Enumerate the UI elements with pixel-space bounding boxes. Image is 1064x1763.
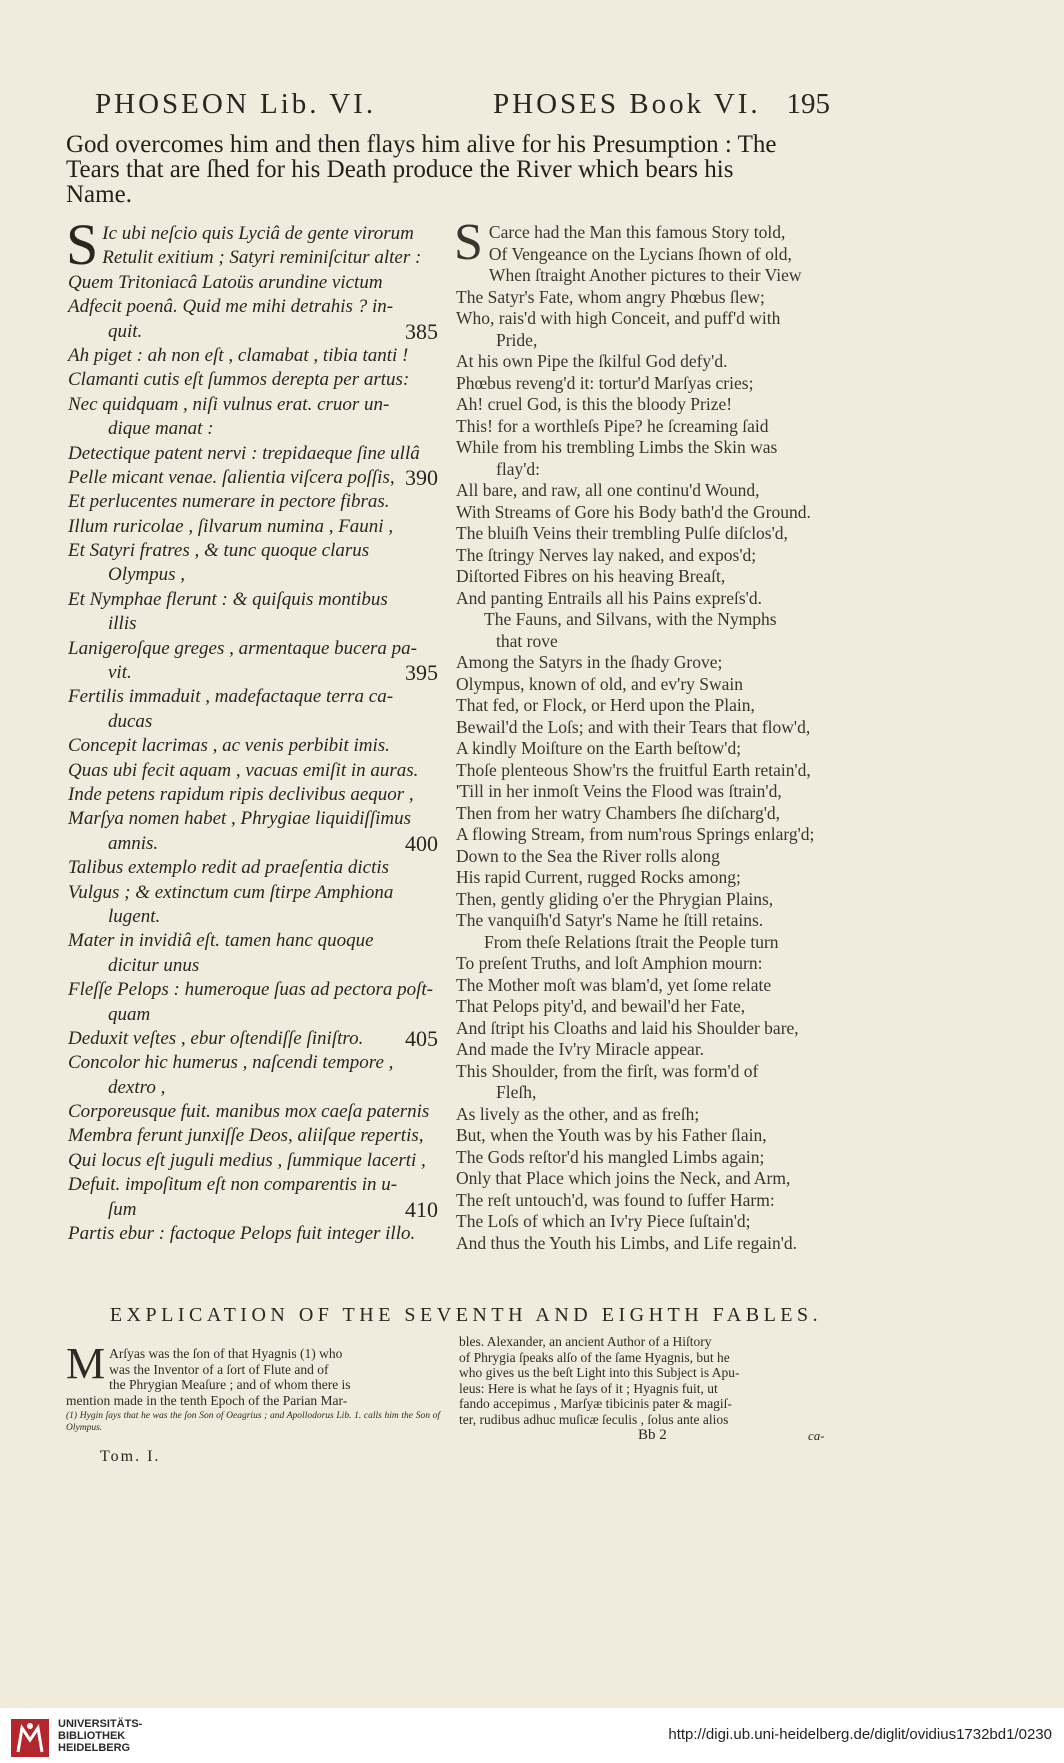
- verse-text: A flowing Stream, from num'rous Springs enlarg'd;: [456, 824, 815, 844]
- line-number: 395: [405, 660, 438, 686]
- verse-text: Then, gently gliding o'er the Phrygian Plains,: [456, 888, 774, 909]
- fable-argument: [66, 132, 828, 207]
- verse-text: Bewail'd the Loſs; and with their Tears that flow'd,: [456, 716, 811, 737]
- verse-line: [456, 803, 831, 825]
- verse-line: [456, 459, 831, 481]
- signature-mark: Bb 2: [638, 1427, 667, 1443]
- verse-line: [456, 695, 831, 717]
- verse-text: Detectique patent nervi : trepidaeque ſine ullâ: [68, 442, 420, 464]
- argument-line: God overcomes him and then flays him alive for his Presumption : The: [66, 131, 777, 158]
- verse-line: [456, 609, 831, 631]
- verse-line: [456, 416, 831, 438]
- verse-line: [456, 523, 831, 545]
- line-number: 405: [405, 1025, 438, 1051]
- verse-line: [68, 612, 440, 636]
- verse-text: The vanquiſh'd Satyr's Name he ſtill retains.: [456, 910, 764, 930]
- verse-line: [456, 996, 831, 1018]
- verse-text: And panting Entrails all his Pains expreſs'd.: [456, 587, 762, 608]
- verse-text: Ah! cruel God, is this the bloody Prize!: [456, 394, 733, 414]
- verse-line: [456, 738, 831, 760]
- verse-line: [68, 881, 440, 905]
- verse-text: Corporeusque fuit. manibus mox caeſa paternis: [68, 1101, 430, 1123]
- verse-line: [68, 515, 440, 539]
- verse-line: [456, 910, 831, 932]
- explication-text: the Phrygian Meaſure ; and of whom there is: [109, 1377, 351, 1392]
- verse-line: [68, 1198, 440, 1222]
- verse-text: Among the Satyrs in the ſhady Grove;: [456, 652, 723, 672]
- verse-text: Diſtorted Fibres on his heaving Breaſt,: [456, 566, 726, 586]
- digitization-footer: [0, 1708, 1064, 1763]
- drop-cap: S: [66, 212, 99, 277]
- verse-text: Fertilis immaduit , madefactaque terra ca-: [68, 686, 394, 708]
- verse-line: [456, 781, 831, 803]
- verse-text: The Fauns, and Silvans, with the Nymphs: [484, 609, 777, 629]
- verse-line: [68, 1173, 440, 1197]
- verse-line: [456, 351, 831, 373]
- verse-text: dique manat :: [108, 418, 214, 440]
- verse-line: [68, 710, 440, 734]
- verse-text: And ſtript his Cloaths and laid his Shoulder bare,: [456, 1017, 799, 1038]
- explication-line: [66, 1362, 440, 1378]
- verse-line: [68, 954, 440, 978]
- verse-line: [456, 975, 831, 997]
- line-number: 390: [405, 464, 438, 490]
- verse-text: Et Satyri fratres , & tunc quoque clarus: [68, 540, 370, 562]
- verse-text: The Satyr's Fate, whom angry Phœbus ſlew;: [456, 286, 765, 307]
- line-number: 385: [405, 318, 438, 344]
- verse-text: The Mother moſt was blam'd, yet ſome relate: [456, 974, 772, 995]
- explication-line: ter, rudibus adhuc muſicæ ſeculis , ſolus ante alios: [459, 1411, 729, 1427]
- explication-line: who gives us the beſt Light into this Subject is Apu-: [459, 1365, 740, 1380]
- verse-text: Concepit lacrimas , ac venis perbibit imis.: [68, 735, 390, 757]
- university-seal-icon: [10, 1718, 50, 1758]
- verse-line: [456, 373, 831, 395]
- verse-text: Only that Place which joins the Neck, and Arm,: [456, 1168, 791, 1188]
- verse-line: [456, 545, 831, 567]
- verse-line: [68, 832, 440, 856]
- institution-name: UNIVERSITÄTS- BIBLIOTHEK HEIDELBERG: [58, 1718, 143, 1754]
- verse-line: [456, 330, 831, 352]
- verse-text: Deduxit veſtes , ebur oſtendiſſe ſiniſtro.: [68, 1027, 364, 1049]
- verse-line: [456, 1190, 831, 1212]
- verse-line: [68, 1051, 440, 1075]
- verse-line: [68, 637, 440, 661]
- verse-line: [68, 1149, 440, 1173]
- verse-line: [68, 393, 440, 417]
- verse-line: [456, 717, 831, 739]
- verse-line: [68, 271, 440, 295]
- verse-text: A kindly Moiſture on the Earth beſtow'd;: [456, 738, 742, 758]
- drop-cap: S: [454, 214, 483, 271]
- verse-line: [456, 1104, 831, 1126]
- verse-text: Illum ruricolae , ſilvarum numina , Fauni ,: [68, 515, 394, 537]
- verse-line: [456, 674, 831, 696]
- verse-line: [456, 652, 831, 674]
- verse-line: [456, 760, 831, 782]
- verse-text: Partis ebur : factoque Pelops fuit integer illo.: [68, 1223, 416, 1245]
- verse-line: [68, 466, 440, 490]
- verse-text: The Loſs of which an Iv'ry Piece ſuſtain'd;: [456, 1211, 751, 1231]
- verse-line: [456, 308, 831, 330]
- verse-line: [456, 1125, 831, 1147]
- verse-text: From theſe Relations ſtrait the People turn: [484, 931, 779, 952]
- verse-line: [456, 265, 831, 287]
- explication-line: bles. Alexander, an ancient Author of a Hiſtory: [459, 1334, 712, 1349]
- verse-text: His rapid Current, rugged Rocks among;: [456, 867, 741, 887]
- verse-text: quam: [108, 1003, 151, 1025]
- argument-line: Name.: [66, 181, 132, 208]
- verse-text: Lanigeroſque greges , armentaque bucera pa-: [68, 637, 417, 659]
- verse-line: [456, 824, 831, 846]
- english-running-title: PHOSES Book VI.: [493, 88, 761, 120]
- verse-line: [68, 344, 440, 368]
- verse-text: Defuit. impoſitum eſt non comparentis in u-: [68, 1174, 398, 1196]
- verse-line: [456, 480, 831, 502]
- verse-text: Clamanti cutis eſt ſummos derepta per artus:: [68, 369, 410, 391]
- verse-text: The ſtringy Nerves lay naked, and expos'd;: [456, 544, 757, 565]
- verse-line: [68, 295, 440, 319]
- verse-text: Membra ferunt junxiſſe Deos, aliiſque repertis,: [68, 1125, 424, 1147]
- verse-line: [68, 368, 440, 392]
- verse-text: Ah piget : ah non eſt , clamabat , tibia tanti !: [68, 344, 409, 366]
- verse-line: [68, 759, 440, 783]
- verse-text: Et perlucentes numerare in pectore fibras.: [68, 491, 390, 513]
- verse-text: Quem Tritoniacâ Latoüs arundine victum: [68, 271, 383, 293]
- verse-line: [68, 856, 440, 880]
- verse-text: Olympus, known of old, and ev'ry Swain: [456, 673, 744, 694]
- verse-line: [456, 244, 831, 266]
- verse-line: [68, 929, 440, 953]
- verse-line: [456, 1039, 831, 1061]
- argument-line: Tears that are ſhed for his Death produce the River which bears his: [66, 156, 734, 183]
- verse-text: Phœbus reveng'd it: tortur'd Marſyas cries;: [456, 372, 754, 393]
- verse-text: While from his trembling Limbs the Skin was: [456, 437, 778, 457]
- footnote: (1) Hygin ſays that he was the ſon Son of Oeagrius ; and Apollodorus Lib. 1. calls him the Son of Olympus.: [66, 1411, 440, 1433]
- verse-text: Quas ubi fecit aquam , vacuas emiſit in auras.: [68, 759, 419, 781]
- verse-text: vit.: [108, 662, 132, 684]
- line-number: 400: [405, 830, 438, 856]
- explication-line: leus: Here is what he ſays of it ; Hyagnis fuit, ut: [459, 1380, 718, 1396]
- verse-text: With Streams of Gore his Body bath'd the Ground.: [456, 501, 811, 522]
- verse-text: As lively as the other, and as freſh;: [456, 1103, 700, 1124]
- explication-line: fando accepimus , Marſyæ tibicinis pater & magiſ-: [459, 1396, 732, 1411]
- line-number: 410: [405, 1196, 438, 1222]
- verse-line: [68, 442, 440, 466]
- verse-line: [456, 287, 831, 309]
- verse-text: That Pelops pity'd, and bewail'd her Fate,: [456, 996, 746, 1016]
- verse-text: Pride,: [496, 329, 538, 350]
- page-number: 195: [786, 88, 830, 120]
- verse-text: Et Nymphae flerunt : & quiſquis montibus: [68, 588, 388, 610]
- latin-running-title: PHOSEON Lib. VI.: [95, 88, 377, 120]
- verse-text: And thus the Youth his Limbs, and Life regain'd.: [456, 1232, 797, 1253]
- verse-text: Pelle micant venae. ſalientia viſcera poſſis,: [68, 466, 395, 488]
- verse-text: This Shoulder, from the firſt, was form'd of: [456, 1060, 759, 1081]
- verse-text: The reſt untouch'd, was found to ſuffer Harm:: [456, 1189, 775, 1210]
- verse-text: Who, rais'd with high Conceit, and puff'd with: [456, 308, 781, 328]
- explication-text: mention made in the tenth Epoch of the Parian Mar-: [66, 1392, 348, 1408]
- verse-line: [68, 246, 440, 270]
- verse-line: [68, 734, 440, 758]
- verse-text: That fed, or Flock, or Herd upon the Plain,: [456, 695, 755, 715]
- verse-text: dicitur unus: [108, 954, 200, 976]
- verse-line: [456, 1061, 831, 1083]
- latin-verse-column: [66, 212, 440, 1246]
- verse-text: flay'd:: [496, 458, 540, 479]
- verse-text: Vulgus ; & extinctum cum ſtirpe Amphiona: [68, 881, 394, 903]
- verse-line: [68, 320, 440, 344]
- verse-line: [456, 932, 831, 954]
- verse-line: [68, 417, 440, 441]
- verse-line: [68, 1124, 440, 1148]
- explication-text: Arſyas was the ſon of that Hyagnis (1) who: [109, 1346, 343, 1361]
- verse-text: Mater in invidiâ eſt. tamen hanc quoque: [68, 930, 374, 952]
- verse-text: Marſya nomen habet , Phrygiae liquidiſſimus: [68, 808, 412, 830]
- verse-line: [68, 1222, 440, 1246]
- verse-text: But, when the Youth was by his Father ſlain,: [456, 1125, 767, 1145]
- verse-text: This! for a worthleſs Pipe? he ſcreaming ſaid: [456, 415, 769, 436]
- explication-text: was the Inventor of a ſort of Flute and of: [109, 1361, 329, 1377]
- verse-text: At his own Pipe the ſkilful God defy'd.: [456, 351, 728, 371]
- verse-text: Fleſh,: [496, 1082, 537, 1102]
- verse-line: [456, 588, 831, 610]
- verse-line: [456, 394, 831, 416]
- verse-line: [68, 588, 440, 612]
- running-header: [95, 88, 830, 126]
- verse-text: ducas: [108, 710, 153, 732]
- verse-text: Of Vengeance on the Lycians ſhown of old,: [488, 243, 792, 264]
- verse-text: ſum: [108, 1198, 137, 1220]
- verse-text: To preſent Truths, and loſt Amphion mourn:: [456, 953, 763, 973]
- verse-line: [456, 1168, 831, 1190]
- explication-left-column: [66, 1339, 440, 1434]
- verse-text: Retulit exitium ; Satyri reminiſcitur alter :: [102, 247, 422, 269]
- verse-line: [68, 661, 440, 685]
- verse-text: Fleſſe Pelops : humeroque ſuas ad pectora poſt-: [68, 979, 433, 1001]
- verse-text: Qui locus eſt juguli medius , ſummique lacerti ,: [68, 1149, 426, 1171]
- verse-line: [68, 807, 440, 831]
- explication-line: of Phrygia ſpeaks alſo of the ſame Hyagnis, but he: [459, 1349, 730, 1365]
- verse-line: [456, 867, 831, 889]
- verse-line: [456, 889, 831, 911]
- verse-line: [68, 783, 440, 807]
- verse-text: Adfecit poenâ. Quid me mihi detrahis ? in-: [68, 296, 394, 318]
- verse-text: quit.: [108, 320, 143, 342]
- catchword: ca-: [808, 1428, 825, 1443]
- verse-line: [456, 1147, 831, 1169]
- verse-text: lugent.: [108, 905, 161, 927]
- verse-text: that rove: [496, 630, 558, 651]
- drop-cap: M: [66, 1339, 106, 1388]
- permalink[interactable]: http://digi.ub.uni-heidelberg.de/diglit/ovidius1732bd1/0230: [668, 1726, 1052, 1743]
- verse-line: [68, 1100, 440, 1124]
- section-title: EXPLICATION OF THE SEVENTH AND EIGHTH FABLES.: [109, 1304, 823, 1326]
- verse-line: [68, 905, 440, 929]
- verse-line: [68, 539, 440, 563]
- verse-line: [456, 437, 831, 459]
- verse-text: Ic ubi neſcio quis Lyciâ de gente virorum: [102, 223, 414, 244]
- verse-line: [68, 978, 440, 1002]
- verse-line: [456, 1233, 831, 1255]
- verse-text: 'Till in her inmoſt Veins the Flood was ſtrain'd,: [456, 781, 782, 801]
- verse-text: And made the Iv'ry Miracle appear.: [456, 1039, 705, 1059]
- verse-text: Nec quidquam , niſi vulnus erat. cruor un-: [68, 393, 390, 415]
- explication-right-column: [459, 1334, 831, 1427]
- verse-line: [68, 1003, 440, 1027]
- explication-line: [66, 1393, 440, 1409]
- verse-text: Thoſe plenteous Show'rs the fruitful Earth retain'd,: [456, 759, 811, 780]
- verse-text: When ſtraight Another pictures to their View: [488, 265, 802, 285]
- verse-line: [68, 563, 440, 587]
- verse-line: [456, 502, 831, 524]
- verse-line: [68, 685, 440, 709]
- verse-text: The bluiſh Veins their trembling Pulſe diſclos'd,: [456, 523, 788, 543]
- verse-line: [456, 1018, 831, 1040]
- verse-text: Talibus extemplo redit ad praeſentia dictis: [68, 857, 390, 879]
- verse-line: [456, 631, 831, 653]
- explication-line: [66, 1377, 440, 1393]
- verse-line: [68, 1076, 440, 1100]
- verse-text: dextro ,: [108, 1076, 166, 1098]
- verse-line: [456, 1211, 831, 1233]
- verse-line: [456, 566, 831, 588]
- verse-line: [68, 1027, 440, 1051]
- verse-text: Down to the Sea the River rolls along: [456, 845, 720, 866]
- verse-text: Concolor hic humerus , naſcendi tempore ,: [68, 1052, 394, 1074]
- verse-text: Inde petens rapidum ripis declivibus aequor ,: [68, 783, 414, 805]
- verse-line: [456, 1082, 831, 1104]
- verse-line: [456, 953, 831, 975]
- verse-text: Carce had the Man this famous Story told,: [488, 222, 786, 242]
- verse-text: illis: [108, 613, 137, 635]
- verse-line: [456, 846, 831, 868]
- verse-text: All bare, and raw, all one continu'd Wound,: [456, 480, 760, 500]
- english-verse-column: [454, 214, 831, 1254]
- verse-text: Then from her watry Chambers ſhe diſcharg'd,: [456, 802, 781, 823]
- verse-text: amnis.: [108, 832, 159, 854]
- volume-mark: Tom. I.: [100, 1448, 161, 1465]
- verse-text: The Gods reſtor'd his mangled Limbs again;: [456, 1146, 765, 1167]
- verse-line: [68, 490, 440, 514]
- verse-text: Olympus ,: [108, 564, 186, 586]
